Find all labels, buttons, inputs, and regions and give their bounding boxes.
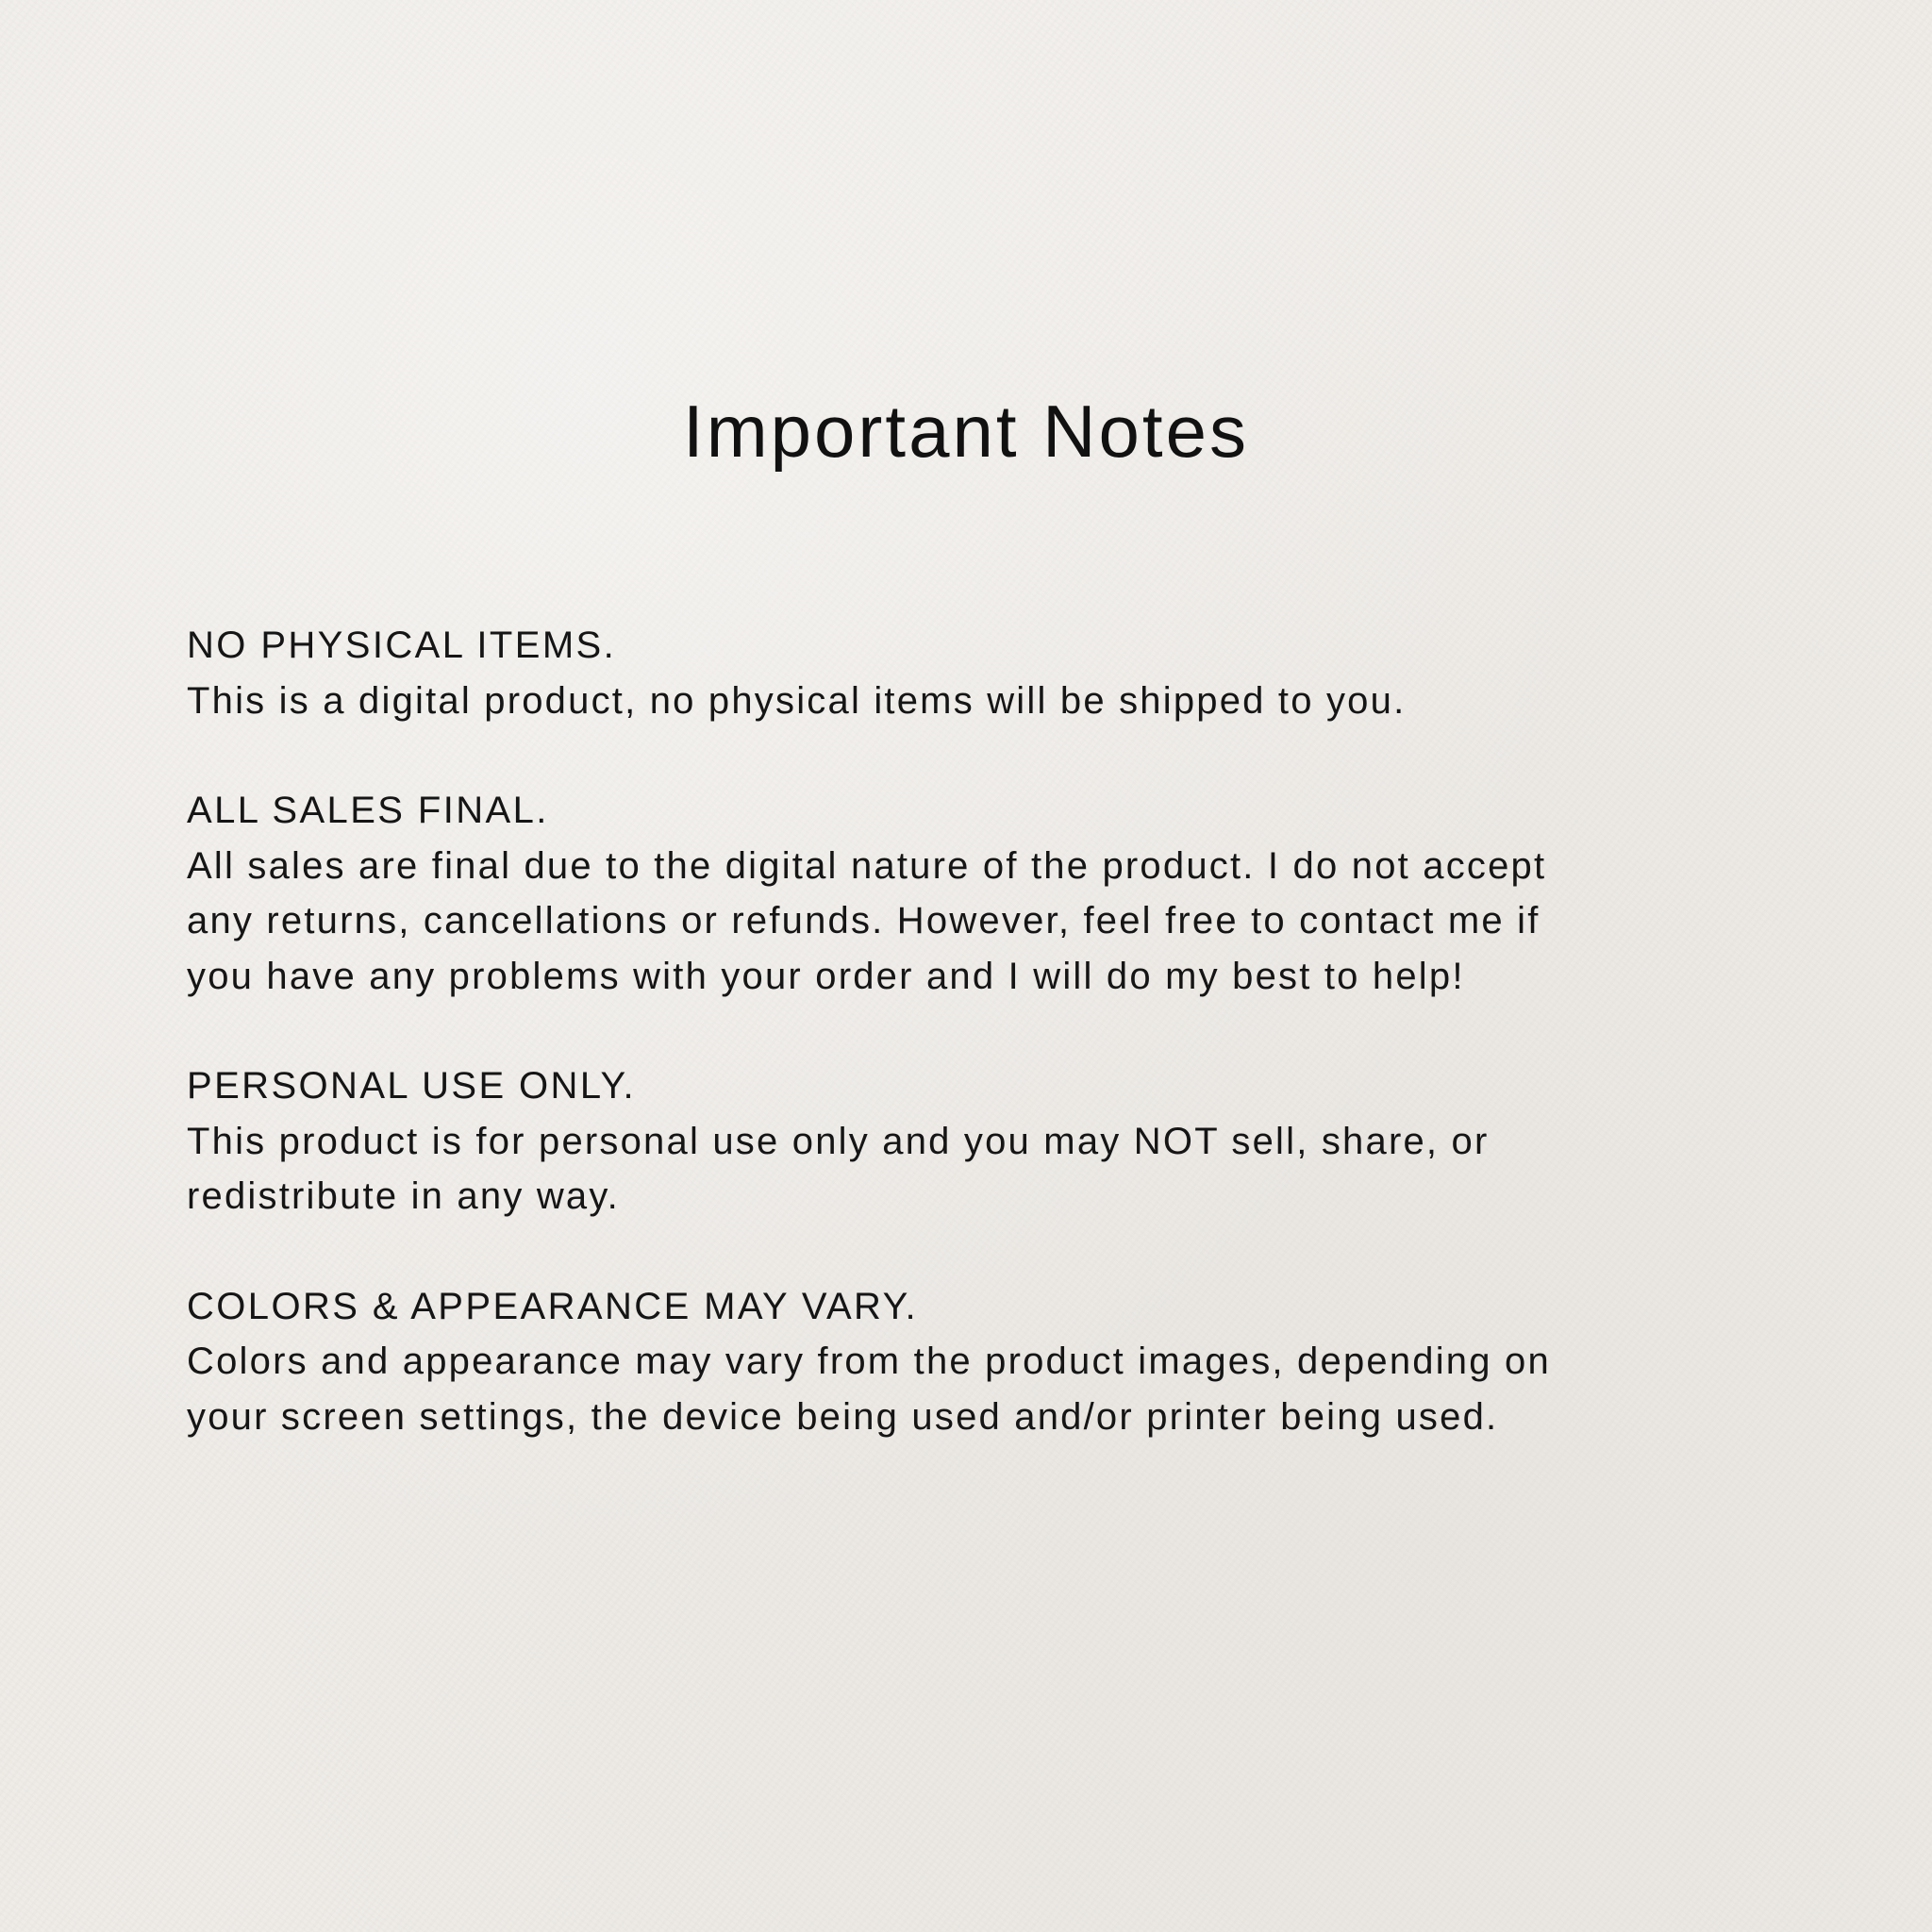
note-text-line: you have any problems with your order and I will do my best to help! (187, 955, 1465, 997)
note-text-line: This is a digital product, no physical items will be shipped to you. (187, 679, 1407, 722)
note-all-sales-final (187, 783, 1790, 1004)
note-text-line: All sales are final due to the digital nature of the product. I do not accept (187, 844, 1547, 887)
note-heading: ALL SALES FINAL. (187, 790, 549, 831)
note-text-line: any returns, cancellations or refunds. However, feel free to contact me if (187, 900, 1541, 941)
notes-list (187, 618, 1790, 1499)
note-text-line: redistribute in any way. (187, 1175, 620, 1217)
note-text-line: Colors and appearance may vary from the product images, depending on (187, 1341, 1551, 1382)
note-heading: PERSONAL USE ONLY. (187, 1065, 636, 1107)
note-text-line: your screen settings, the device being used and/or printer being used. (187, 1395, 1499, 1438)
note-personal-use-only (187, 1058, 1790, 1224)
note-text-line: This product is for personal use only and you may NOT sell, share, or (187, 1120, 1490, 1162)
page-title: Important Notes (683, 390, 1249, 473)
note-heading: NO PHYSICAL ITEMS. (187, 625, 617, 666)
note-heading: COLORS & APPEARANCE MAY VARY. (187, 1285, 919, 1327)
note-no-physical-items (187, 618, 1790, 728)
note-colors-appearance (187, 1279, 1790, 1445)
